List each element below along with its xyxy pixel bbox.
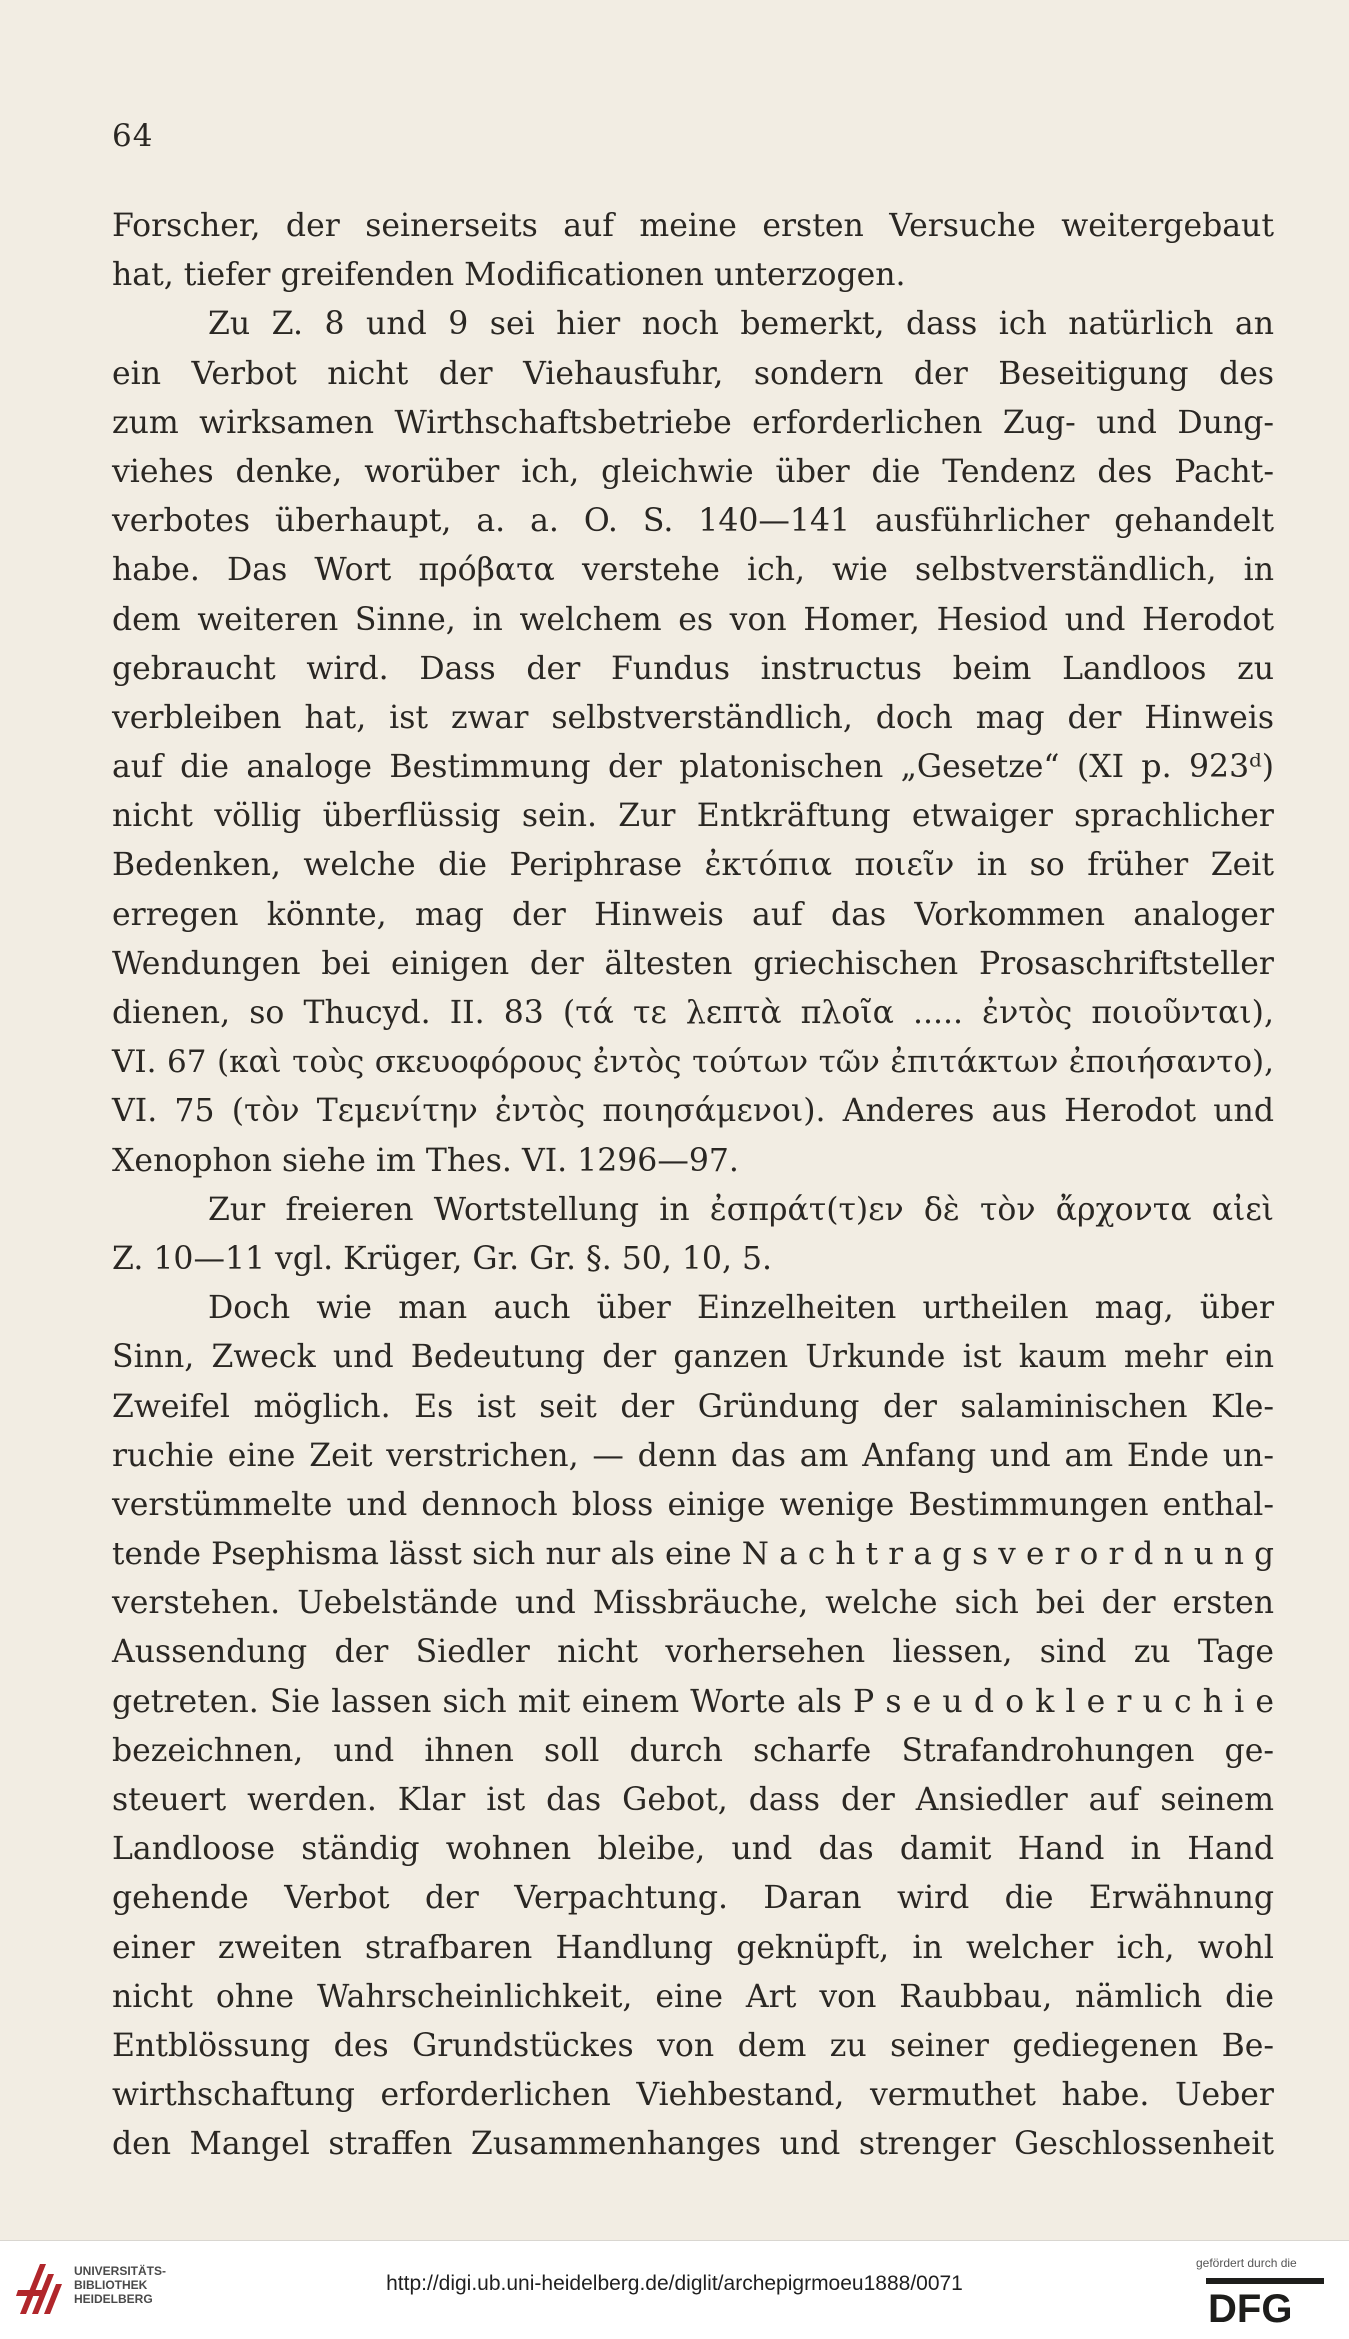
- text-line: erregen könnte, mag der Hinweis auf das Vorkommen analoger: [112, 896, 1274, 933]
- text-line: Zweifel möglich. Es ist seit der Gründung der salaminischen Kle-: [112, 1388, 1274, 1425]
- text-line: den Mangel straffen Zusammenhanges und strenger Geschlossenheit: [112, 2126, 1274, 2163]
- sponsor-caption: gefördert durch die: [1196, 2256, 1297, 2270]
- text-line: Z. 10—11 vgl. Krüger, Gr. Gr. §. 50, 10, 5.: [112, 1240, 773, 1277]
- text-line: steuert werden. Klar ist das Gebot, dass der Ansiedler auf seinem: [112, 1782, 1274, 1818]
- text-line: verbotes überhaupt, a. a. O. S. 140—141 ausführlicher gehandelt: [112, 503, 1274, 540]
- text-line: Bedenken, welche die Periphrase ἐκτόπια ποιεῖν in so früher Zeit: [112, 847, 1274, 884]
- text-line: gehende Verbot der Verpachtung. Daran wird die Erwähnung: [112, 1880, 1274, 1917]
- text-line: wirthschaftung erforderlichen Viehbestand, vermuthet habe. Ueber: [112, 2077, 1274, 2114]
- text-line: Wendungen bei einigen der ältesten griechischen Prosaschriftsteller: [112, 945, 1274, 982]
- text-line: auf die analoge Bestimmung der platonischen „Gesetze“ (XI p. 923ᵈ): [112, 749, 1274, 786]
- text-line: gebraucht wird. Dass der Fundus instructus beim Landloos zu: [112, 650, 1274, 687]
- text-line: nicht ohne Wahrscheinlichkeit, eine Art von Raubbau, nämlich die: [112, 1978, 1274, 2015]
- text-line: Aussendung der Siedler nicht vorhersehen liessen, sind zu Tage: [112, 1634, 1274, 1671]
- text-line: habe. Das Wort πρόβατα verstehe ich, wie selbstverständlich, in: [112, 552, 1274, 589]
- text-line: verbleiben hat, ist zwar selbstverständlich, doch mag der Hinweis: [112, 699, 1274, 736]
- text-line: hat, tiefer greifenden Modificationen unterzogen.: [112, 257, 906, 294]
- institution-line: HEIDELBERG: [74, 2292, 153, 2306]
- text-line: getreten. Sie lassen sich mit einem Worte als P s e u d o k l e r u c h i e: [112, 1683, 1274, 1720]
- text-line: Entblössung des Grundstückes von dem zu seiner gediegenen Be-: [112, 2027, 1274, 2064]
- text-line: Landloose ständig wohnen bleibe, und das damit Hand in Hand: [112, 1831, 1274, 1868]
- body-text: [112, 202, 1274, 2170]
- text-line: verstehen. Uebelstände und Missbräuche, welche sich bei der ersten: [112, 1585, 1274, 1622]
- text-line: dem weiteren Sinne, in welchem es von Homer, Hesiod und Herodot: [112, 601, 1274, 638]
- dfg-logo-text: DFG: [1208, 2287, 1293, 2324]
- page-number: 64: [112, 118, 154, 154]
- text-line: ein Verbot nicht der Viehausfuhr, sondern der Beseitigung des: [112, 355, 1274, 392]
- permalink-url[interactable]: http://digi.ub.uni-heidelberg.de/diglit/archepigrmoeu1888/0071: [386, 2272, 963, 2295]
- text-line: Zu Z. 8 und 9 sei hier noch bemerkt, dass ich natürlich an: [208, 306, 1274, 343]
- dfg-logo: [1206, 2276, 1332, 2324]
- text-line: Doch wie man auch über Einzelheiten urtheilen mag, über: [208, 1290, 1274, 1327]
- text-line: Zur freieren Wortstellung in ἐσπράτ(τ)εν δὲ τὸν ἄρχοντα αἰεὶ: [208, 1191, 1274, 1228]
- text-line: verstümmelte und dennoch bloss einige wenige Bestimmungen enthal-: [112, 1486, 1274, 1523]
- institution-line: BIBLIOTHEK: [74, 2278, 148, 2292]
- text-line: viehes denke, worüber ich, gleichwie über die Tendenz des Pacht-: [112, 453, 1274, 490]
- text-line: Sinn, Zweck und Bedeutung der ganzen Urkunde ist kaum mehr ein: [112, 1339, 1274, 1376]
- text-line: nicht völlig überflüssig sein. Zur Entkräftung etwaiger sprachlicher: [112, 798, 1274, 835]
- text-line: VI. 75 (τὸν Τεμενίτην ἐντὸς ποιησάμενοι). Anderes aus Herodot und: [112, 1093, 1274, 1130]
- text-line: einer zweiten strafbaren Handlung geknüpft, in welcher ich, wohl: [112, 1929, 1274, 1966]
- text-line: Xenophon siehe im Thes. VI. 1296—97.: [112, 1142, 739, 1179]
- text-line: Forscher, der seinerseits auf meine ersten Versuche weitergebaut: [112, 208, 1274, 244]
- text-line: ruchie eine Zeit verstrichen, — denn das am Anfang und am Ende un-: [112, 1437, 1274, 1474]
- text-line: VI. 67 (καὶ τοὺς σκευοφόρους ἐντὸς τούτων τῶν ἐπιτάκτων ἐποιήσαντο),: [112, 1044, 1274, 1081]
- text-line: dienen, so Thucyd. II. 83 (τά τε λεπτὰ πλοῖα ..... ἐντὸς ποιοῦνται),: [112, 995, 1274, 1031]
- institution-line: UNIVERSITÄTS-: [74, 2264, 167, 2278]
- text-line: bezeichnen, und ihnen soll durch scharfe Strafandrohungen ge-: [112, 1732, 1274, 1769]
- text-line: tende Psephisma lässt sich nur als eine N a c h t r a g s v e r o r d n u n g: [112, 1536, 1274, 1573]
- text-line: zum wirksamen Wirthschaftsbetriebe erforderlichen Zug- und Dung-: [112, 404, 1274, 441]
